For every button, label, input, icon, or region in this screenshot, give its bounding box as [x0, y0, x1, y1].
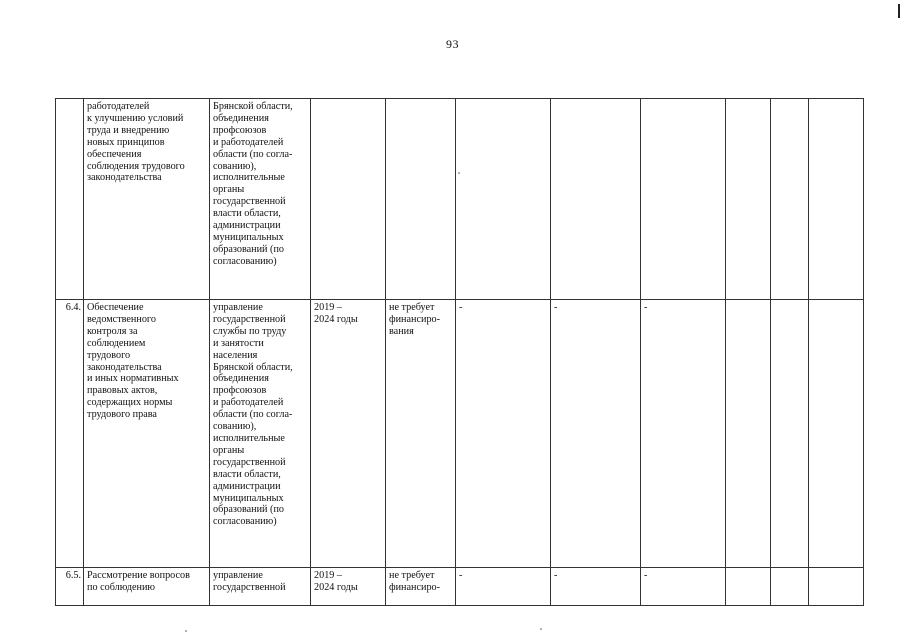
measure-cell: Обеспечение ведомственного контроля за соблюдением трудового законодательства и иных нормативных правовых актов, содержащих нормы трудового права [84, 300, 210, 568]
empty-cell [809, 99, 864, 300]
amount-cell [551, 99, 641, 300]
executor-cell: Брянской области, объединения профсоюзов и работодателей области (по согла- сованию), исполнительные органы государственной власти области, администрации муниципальных образований (по согласованию) [210, 99, 311, 300]
empty-cell [809, 568, 864, 606]
financing-cell: не требует финансиро- вания [386, 300, 456, 568]
financing-cell: не требует финансиро- [386, 568, 456, 606]
amount-cell: - [641, 300, 726, 568]
table-row [56, 99, 864, 300]
period-cell: 2019 – 2024 годы [311, 300, 386, 568]
period-cell: 2019 – 2024 годы [311, 568, 386, 606]
amount-cell [456, 99, 551, 300]
scan-edge-mark [898, 4, 900, 18]
program-measures-table [55, 98, 864, 606]
period-cell [311, 99, 386, 300]
scan-speck [185, 630, 187, 632]
scan-speck [458, 172, 460, 174]
table-row [56, 300, 864, 568]
row-number: 6.5. [56, 568, 84, 606]
table-row [56, 568, 864, 606]
empty-cell [771, 99, 809, 300]
empty-cell [726, 568, 771, 606]
page-number: 93 [446, 37, 459, 51]
empty-cell [771, 300, 809, 568]
amount-cell: - [456, 568, 551, 606]
row-number [56, 99, 84, 300]
amount-cell [641, 99, 726, 300]
executor-cell: управление государственной службы по труду и занятости населения Брянской области, объединения профсоюзов и работодателей области (по согла- сованию), исполнительные органы государственной власти области, администрации муниципальных образований (по согласованию) [210, 300, 311, 568]
amount-cell: - [551, 300, 641, 568]
empty-cell [726, 99, 771, 300]
amount-cell: - [551, 568, 641, 606]
empty-cell [771, 568, 809, 606]
amount-cell: - [641, 568, 726, 606]
measure-cell: Рассмотрение вопросов по соблюдению [84, 568, 210, 606]
row-number: 6.4. [56, 300, 84, 568]
financing-cell [386, 99, 456, 300]
amount-cell: - [456, 300, 551, 568]
executor-cell: управление государственной [210, 568, 311, 606]
scan-speck [540, 628, 542, 630]
empty-cell [726, 300, 771, 568]
measure-cell: работодателей к улучшению условий труда и внедрению новых принципов обеспечения соблюдения трудового законодательства [84, 99, 210, 300]
empty-cell [809, 300, 864, 568]
